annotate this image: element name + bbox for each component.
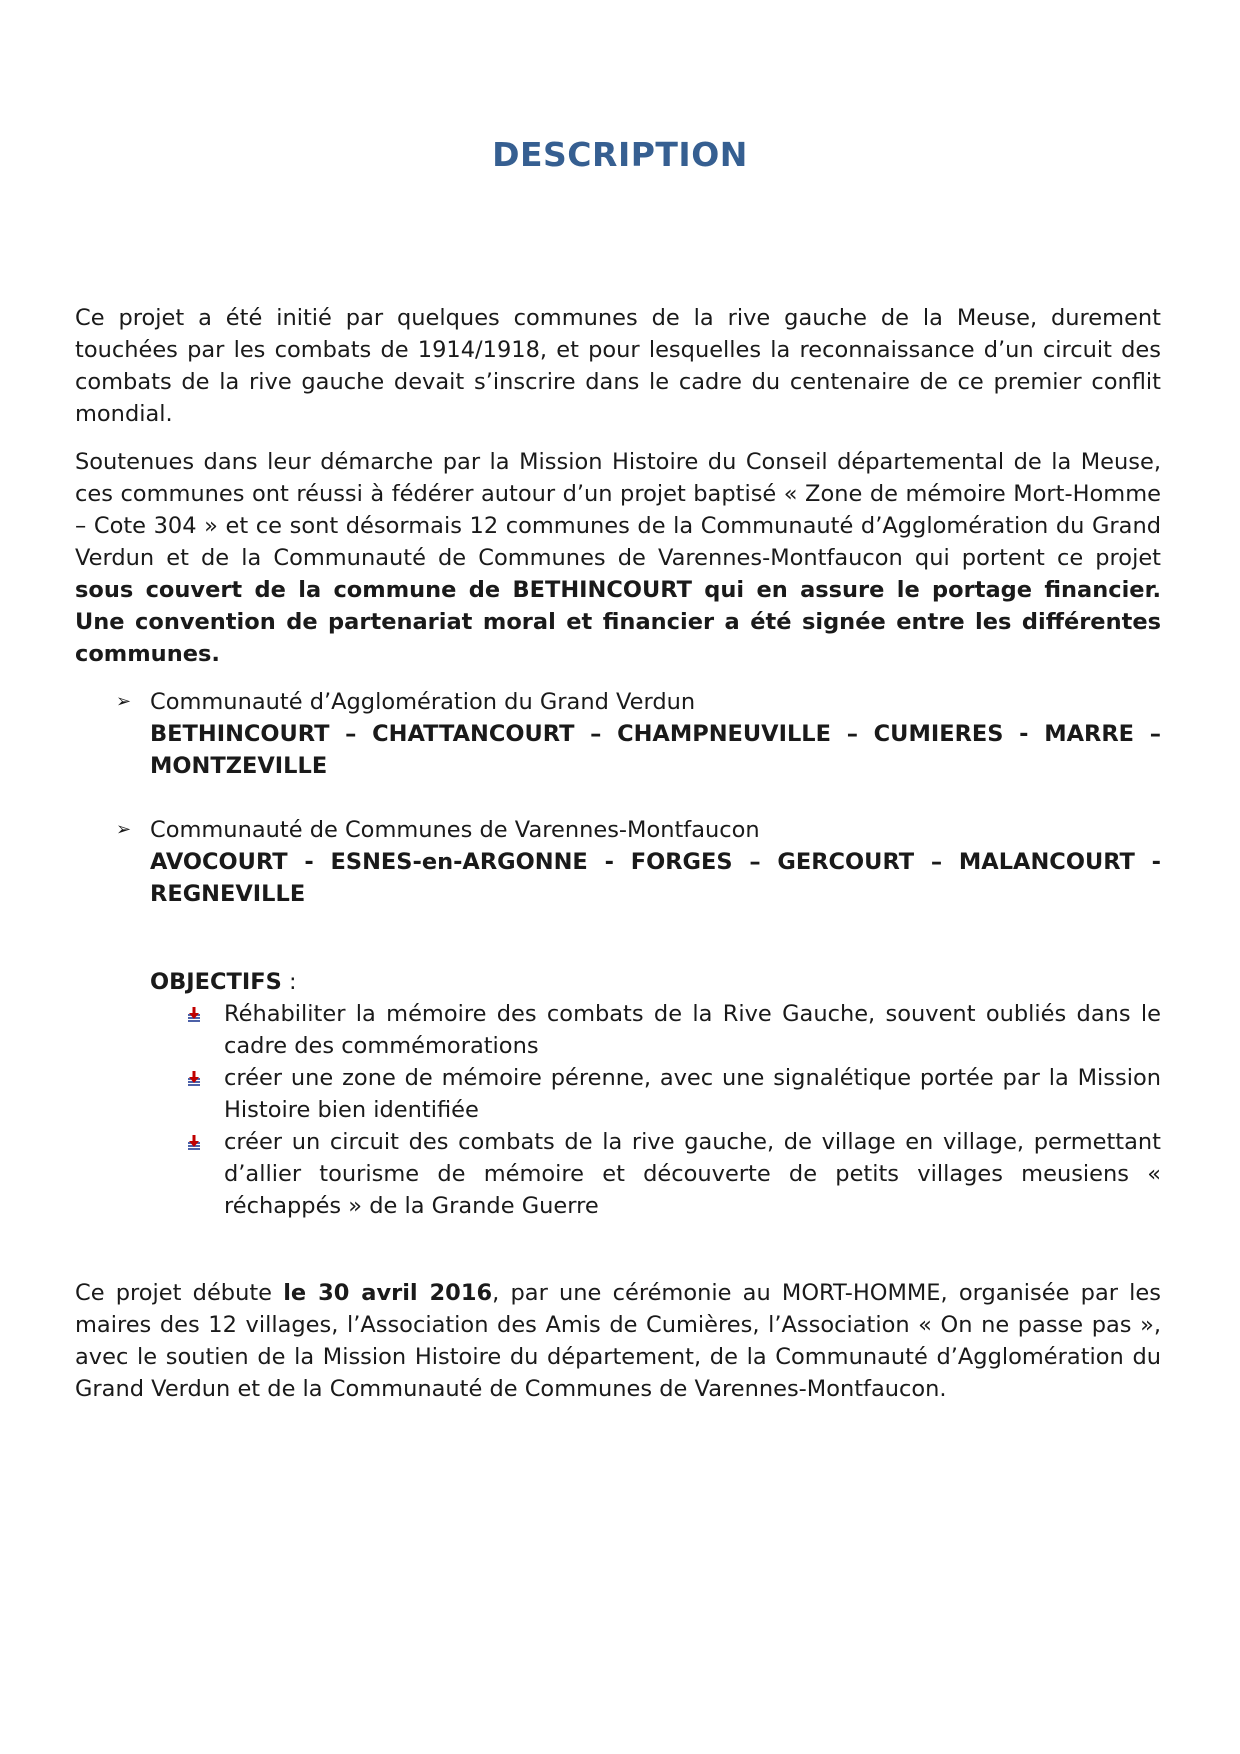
objectif-text: créer un circuit des combats de la rive gauche, de village en village, permettant d’allier tourisme de mémoire et découverte de petits villages meusiens « réchappés » de la Grande Guerre <box>224 1129 1161 1219</box>
launch-date: le 30 avril 2016 <box>283 1280 493 1306</box>
group-grand-verdun <box>75 686 1161 782</box>
objectif-item <box>224 1126 1161 1222</box>
down-arrow-bullet-icon <box>187 1135 201 1151</box>
arrowhead-bullet-icon: ➢ <box>116 819 132 840</box>
group-varennes-montfaucon <box>75 814 1161 910</box>
objectifs-colon: : <box>281 969 297 995</box>
group-towns: BETHINCOURT – CHATTANCOURT – CHAMPNEUVILLE – CUMIERES - MARRE – MONTZEVILLE <box>150 721 1161 779</box>
document-body <box>75 302 1161 1405</box>
launch-paragraph <box>75 1277 1161 1405</box>
objectif-text: créer une zone de mémoire pérenne, avec une signalétique portée par la Mission Histoire bien identifiée <box>224 1065 1161 1123</box>
intro-paragraph: Ce projet a été initié par quelques communes de la rive gauche de la Meuse, durement touchées par les combats de 1914/1918, et pour lesquelles la reconnaissance d’un circuit des combats de la rive gauche devait s’inscrire dans le cadre du centenaire de ce premier conflit mondial. <box>75 305 1161 427</box>
objectif-item <box>224 998 1161 1062</box>
group-towns: AVOCOURT - ESNES-en-ARGONNE - FORGES – GERCOURT – MALANCOURT - REGNEVILLE <box>150 849 1161 907</box>
objectif-item <box>224 1062 1161 1126</box>
down-arrow-bullet-icon <box>187 1071 201 1087</box>
launch-text-before: Ce projet débute <box>75 1280 284 1306</box>
down-arrow-bullet-icon <box>187 1007 201 1023</box>
objectifs-label: OBJECTIFS <box>150 969 282 995</box>
support-paragraph <box>75 446 1161 670</box>
group-name: Communauté de Communes de Varennes-Montfaucon <box>150 817 760 843</box>
launch-text-after: , par une cérémonie au MORT-HOMME, organisée par les maires des 12 villages, l’Association des Amis de Cumières, l’Association « On ne passe pas », avec le soutien de la Mission Histoire du département, de la Communauté d’Agglomération du Grand Verdun et de la Communauté de Communes de Varennes-Montfaucon. <box>75 1280 1161 1402</box>
objectif-text: Réhabiliter la mémoire des combats de la Rive Gauche, souvent oubliés dans le cadre des commémorations <box>224 1001 1161 1059</box>
group-name: Communauté d’Agglomération du Grand Verdun <box>150 689 696 715</box>
support-text: Soutenues dans leur démarche par la Mission Histoire du Conseil départemental de la Meuse, ces communes ont réussi à fédérer autour d’un projet baptisé « Zone de mémoire Mort-Homme – Cote 304 » et ce sont désormais 12 communes de la Communauté d’Agglomération du Grand Verdun et de la Communauté de Communes de Varennes-Montfaucon qui portent ce projet <box>75 449 1161 571</box>
support-bold-text: sous couvert de la commune de BETHINCOURT qui en assure le portage financier. Une convention de partenariat moral et financier a été signée entre les différentes communes. <box>75 577 1161 667</box>
objectifs-heading <box>75 966 1161 998</box>
page-title: DESCRIPTION <box>492 135 748 174</box>
arrowhead-bullet-icon: ➢ <box>116 691 132 712</box>
objectifs-list <box>75 998 1161 1222</box>
